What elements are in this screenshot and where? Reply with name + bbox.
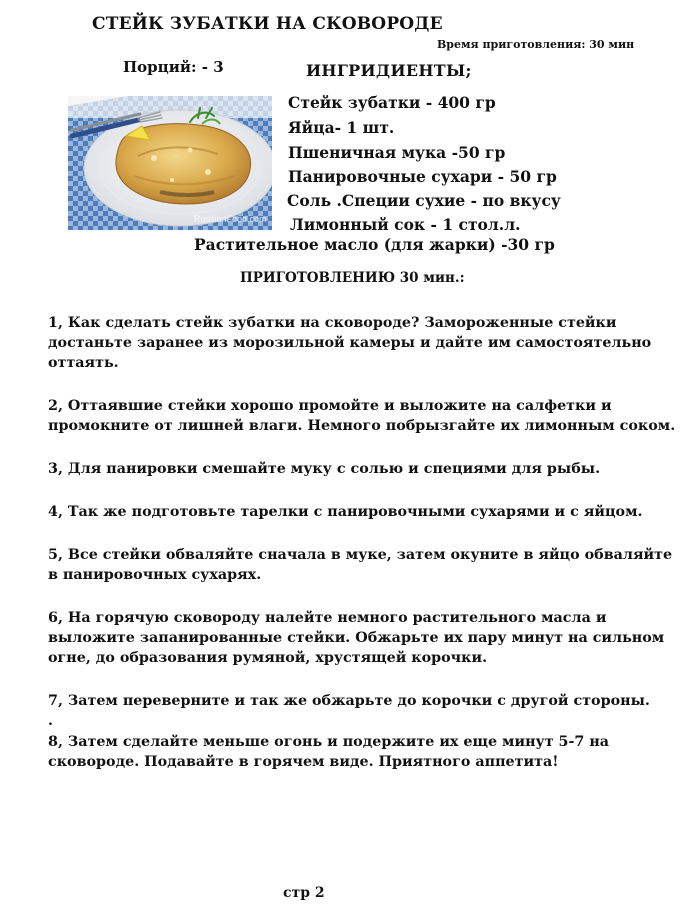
ingredient-item: Стейк зубатки - 400 гр: [288, 93, 496, 112]
ingredient-item: Пшеничная мука -50 гр: [288, 143, 506, 162]
ingredient-item: Лимонный сок - 1 стол.л.: [290, 215, 521, 234]
cook-time: Время приготовления: 30 мин: [437, 38, 635, 51]
dish-photo: [68, 96, 272, 230]
step-1: 1, Как сделать стейк зубатки на сковороде? Замороженные стейки достаньте заранее из морозильной камеры и дайте им самостоятельно оттаять.: [48, 315, 652, 371]
step-separator: .: [48, 713, 53, 729]
step-5: 5, Все стейки обваляйте сначала в муке, затем окуните в яйцо обваляйте в панировочных сухарях.: [48, 547, 673, 583]
ingredient-item: Яйца- 1 шт.: [288, 118, 395, 137]
preparation-heading: ПРИГОТОВЛЕНИЮ 30 мин.:: [240, 270, 465, 286]
preparation-steps: [48, 313, 678, 795]
ingredients-heading: ИНГРИДИЕНТЫ;: [306, 61, 472, 80]
recipe-title: СТЕЙК ЗУБАТКИ НА СКОВОРОДЕ: [92, 14, 443, 34]
step-4: 4, Так же подготовьте тарелки с панировочными сухарями и с яйцом.: [48, 504, 643, 520]
step-8: 8, Затем сделайте меньше огонь и подержите их еще минут 5-7 на сковороде. Подавайте в горячем виде. Приятного аппетита!: [48, 734, 610, 770]
step-3: 3, Для панировки смешайте муку с солью и специями для рыбы.: [48, 461, 601, 477]
ingredient-item: Панировочные сухари - 50 гр: [288, 167, 557, 186]
step-2: 2, Оттаявшие стейки хорошо промойте и выложите на салфетки и промокните от лишней влаги. Немного побрызгайте их лимонным соком.: [48, 398, 676, 434]
portions: Порций: - 3: [123, 58, 224, 76]
ingredient-item: Соль .Специи сухие - по вкусу: [287, 191, 561, 210]
page-number: стр 2: [283, 885, 325, 901]
photo-watermark: RussianFood.com: [194, 214, 267, 224]
step-7: 7, Затем переверните и так же обжарьте до корочки с другой стороны.: [48, 693, 650, 709]
ingredient-item: Растительное масло (для жарки) -30 гр: [194, 235, 555, 254]
step-6: 6, На горячую сковороду налейте немного растительного масла и выложите запанированные стейки. Обжарьте их пару минут на сильном огне, до образования румяной, хрустящей корочки.: [48, 610, 665, 666]
